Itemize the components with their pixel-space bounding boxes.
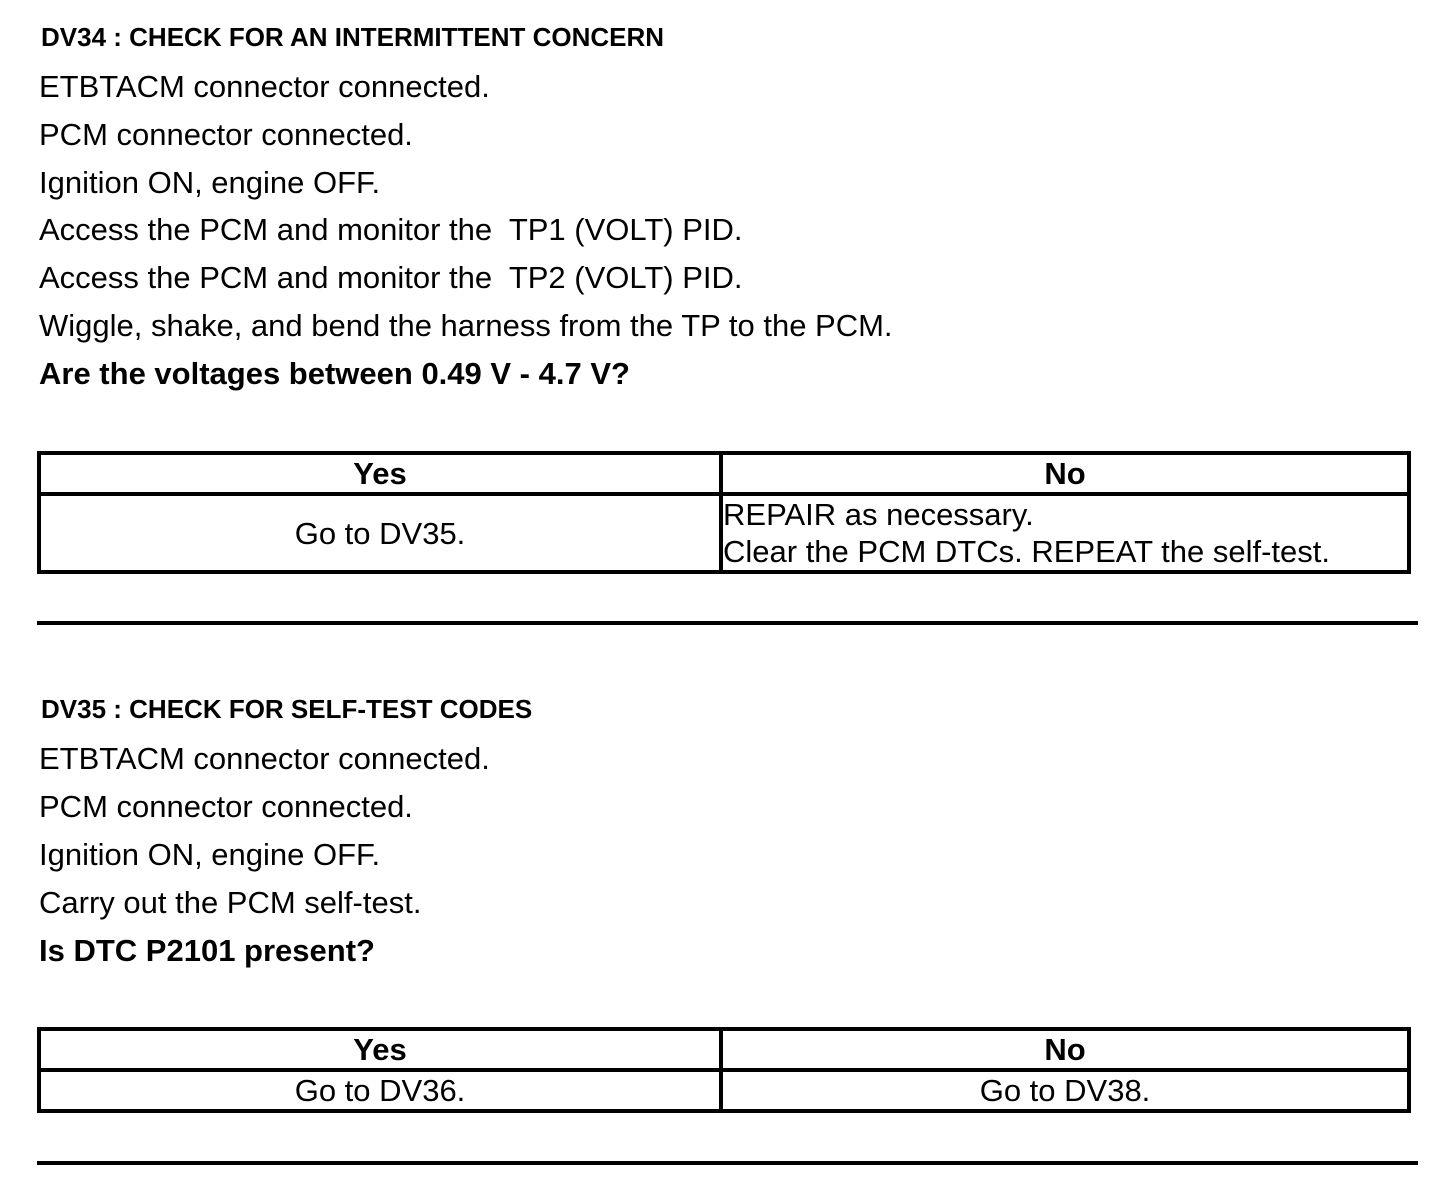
no-action-line: REPAIR as necessary. [723, 497, 1034, 532]
instruction-line: ETBTACM connector connected. [39, 741, 490, 776]
table-header-row [39, 453, 1409, 494]
instruction-line: ETBTACM connector connected. [39, 69, 490, 104]
yes-no-table [37, 451, 1411, 574]
no-header: No [721, 1029, 1409, 1070]
yes-header: Yes [39, 1029, 721, 1070]
yes-action: Go to DV36. [39, 1070, 721, 1111]
instruction-line: Access the PCM and monitor the TP1 (VOLT) PID. [39, 212, 743, 247]
table-header-row [39, 1029, 1409, 1070]
step-title: DV35 : CHECK FOR SELF-TEST CODES [41, 694, 533, 724]
yes-action: Go to DV35. [39, 494, 721, 572]
instruction-line: PCM connector connected. [39, 117, 413, 152]
no-action-line: Clear the PCM DTCs. REPEAT the self-test. [723, 534, 1330, 569]
section-divider [37, 1161, 1418, 1165]
instruction-line: Wiggle, shake, and bend the harness from the TP to the PCM. [39, 308, 893, 343]
no-action [721, 494, 1409, 572]
instruction-line: Ignition ON, engine OFF. [39, 165, 381, 200]
instruction-line: PCM connector connected. [39, 789, 413, 824]
step-title: DV34 : CHECK FOR AN INTERMITTENT CONCERN [41, 22, 665, 52]
step-question: Is DTC P2101 present? [39, 933, 375, 968]
instruction-line: Ignition ON, engine OFF. [39, 837, 381, 872]
no-header: No [721, 453, 1409, 494]
section-divider [37, 621, 1418, 625]
instruction-line: Carry out the PCM self-test. [39, 885, 422, 920]
yes-header: Yes [39, 453, 721, 494]
table-row [39, 1070, 1409, 1111]
yes-no-table [37, 1027, 1411, 1113]
step-question: Are the voltages between 0.49 V - 4.7 V? [39, 356, 630, 391]
table-row [39, 494, 1409, 572]
instruction-line: Access the PCM and monitor the TP2 (VOLT) PID. [39, 260, 743, 295]
no-action: Go to DV38. [721, 1070, 1409, 1111]
